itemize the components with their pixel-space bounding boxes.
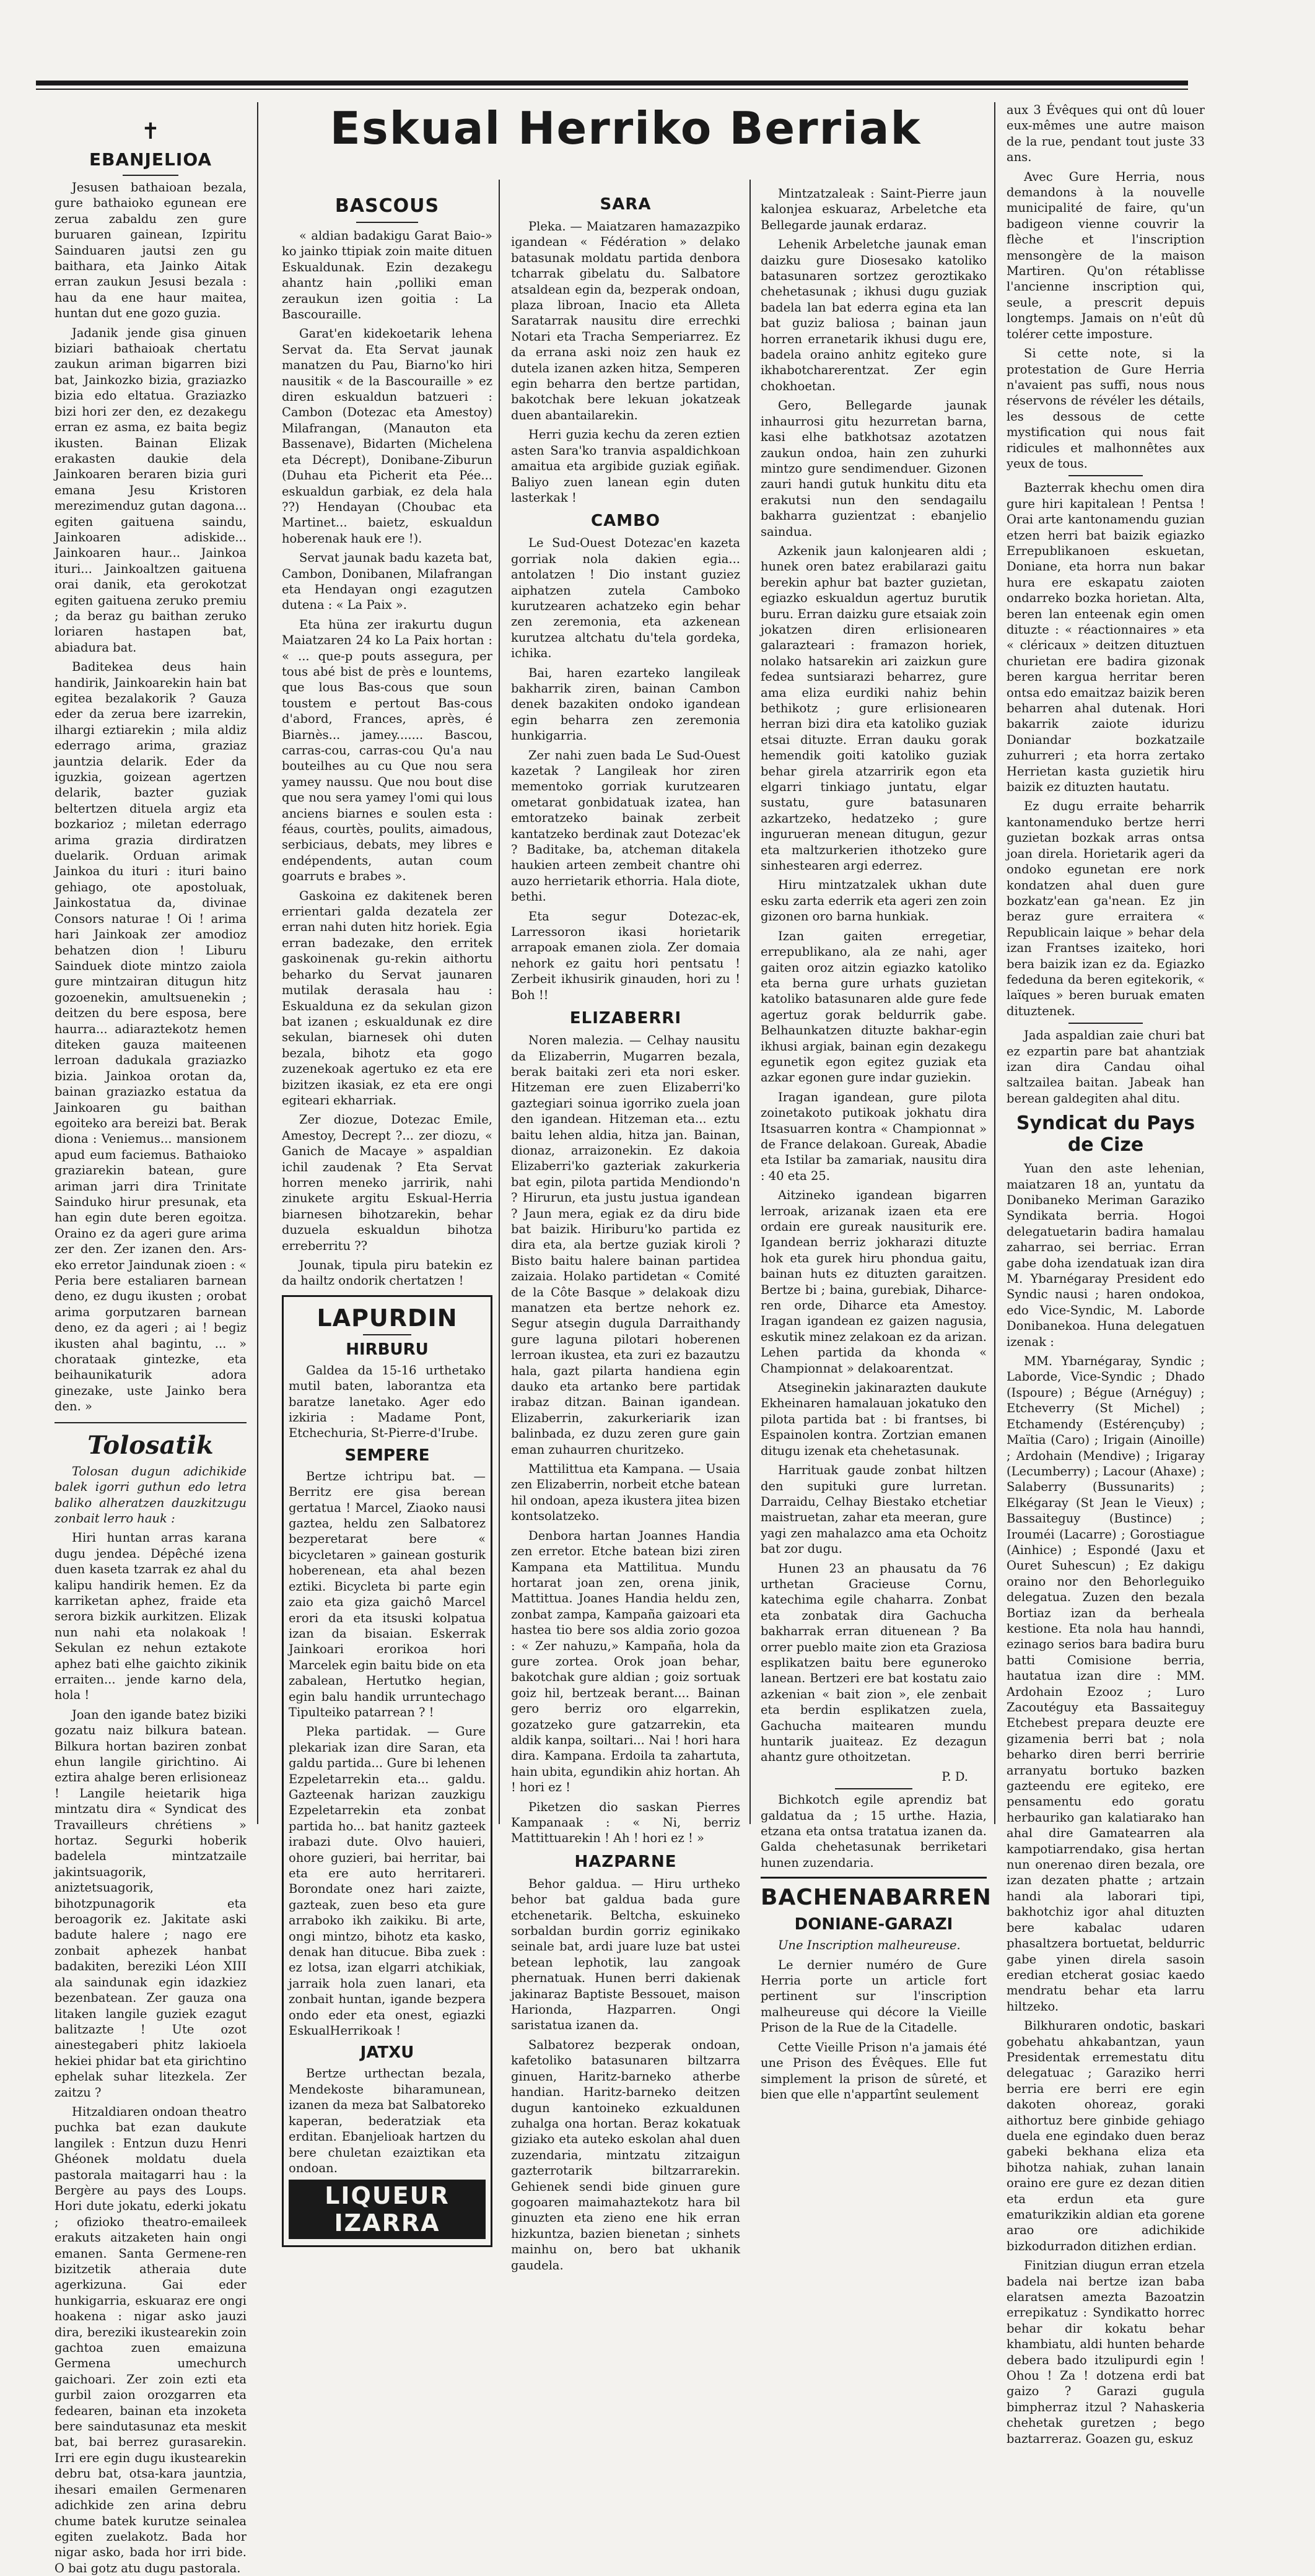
column-divider xyxy=(257,102,258,1824)
paragraph: Gaskoina ez dakitenek beren errientari galda dezatela zer erran nahi duten hitz horiek. Egia erran badezake, den erritek gaskoinenak gu-rekin aithortu beharko du Servat jaunaren mutilak derasala hau : Eskualduna ez da sekulan gizon bat izanen ; eskualdunak ez dire sekulan, biarnesek ohi duten bezala, bihotz eta gogo zuzenekoak agertuko ez eta ere bizitzen ikasiak, ez eta ere ongi egiteari ekharriak. xyxy=(282,888,492,1107)
column-1 xyxy=(55,119,247,2575)
paragraph: Jounak, tipula piru batekin ez da hailtz ondorik chertatzen ! xyxy=(282,1258,492,1288)
top-rule xyxy=(36,81,1188,85)
cambo-title: CAMBO xyxy=(591,512,660,531)
paragraph: Bertze ichtripu bat. — Berritz ere gisa berean gertatua ! Marcel, Ziaoko nausi gaztea, heldu zen Salbatorez bezperetarat bere « bicycletaren » gainean gosturik hoberenean, eta ahal bezen eztiki. Bicycleta bi parte egin zaio eta giza gaichô Marcel erori da eta itsuski kolpatua izan da bisaian. Eskerrak Jainkoari erorikoa hori Marcelek egin baitu bide on eta zabalean, Hertutko hegian, egin balu handik urruntechago Tipulteiko patarrean ? ! xyxy=(289,1469,486,1719)
paragraph: Bilkhuraren ondotic, baskari gobehatu ahkabantzan, yaun Presidentak erremestatu ditu delegatuac ; Garaziko herri berria ere berri ere egin dakoten ohoreaz, goraki aithortuz bere ginbide gehiago duela ene egindako duen beraz gabeki bekhana eliza eta bihotza nahiak, zuhan lanain oraino ere gure ez dezan ditien eta erdun eta gure ematurikzikin aldian eta gorene arao ore adichikide bizkodurradon ditizhen erdian. xyxy=(1007,2019,1205,2253)
paragraph: Galdea da 15-16 urthetako mutil baten, laborantza eta baratze lanetako. Ager edo izkiria : Madame Pont, Etchechuria, St-Pierre-d'Irube. xyxy=(289,1363,486,1441)
paragraph: Bertze urthectan bezala, Mendekoste biharamunean, izanen da meza bat Salbatoreko kaperan, bederatziak eta erditan. Ebanjelioak hartzen du bere chuletan ezaiztikan eta ondoan. xyxy=(289,2066,486,2175)
paragraph: Le dernier numéro de Gure Herria porte un article fort pertinent sur l'inscription malheureuse qui décore la Vieille Prison de la Rue de la Citadelle. xyxy=(761,1957,987,2035)
paragraph: Piketzen dio saskan Pierres Kampanaak : « Ni, berriz Mattittuarekin ! Ah ! hori ez ! » xyxy=(511,1799,740,1846)
column-divider xyxy=(749,180,751,1824)
paragraph: Behor galdua. — Hiru urtheko behor bat galdua bada gure etchenetarik. Beltcha, eskuineko sorbaldan burdin gorriz eginikako seinale bat, ardi juare luze bat ustei betean lephotik, lau zangoak phernatuak. Hunen berri dakienak jakinaraz Baptiste Bessouet, maison Harionda, Hazparren. Ongi saristatua izanen da. xyxy=(511,1876,740,2033)
paragraph: Bichkotch egile aprendiz bat galdatua da ; 15 urthe. Hazia, etzana eta ontsa tratatua izanen da. Galda chehetasunak berriketari hunen zuzendaria. xyxy=(761,1792,987,1870)
paragraph: Mintzatzaleak : Saint-Pierre jaun kalonjea eskuaraz, Arbeletche eta Bellegarde jaunak erdaraz. xyxy=(761,186,987,232)
paragraph: Baditekea deus hain handirik, Jainkoarekin hain bat egitea bezalakorik ? Gauza eder da zerua bere izarrekin, ilhargi eztiarekin ; mila aldiz ederrago arima, graziaz jauntzia delarik. Eder da iguzkia, goizean agertzen delarik, bazter guziak beltertzen dituela argiz eta bozkarioz ; miletan ederrago arima grazia dirdiratzen duelarik. Orduan arimak Jainkoa du ituri : ituri baino gehiago, ote apostoluak, Jainkostatua da, divinae Consors naturae ! Oi ! arima hari Jainkoak zer amodioz behatzen dion ! Liburu Sainduek diote mintzo zaiola gure mintzairan ditugun hitz gozoenekin, amultsuenekin ; deitzen du bere esposa, bere haurra... adiaraztekotz hemen diteken gauza maiteenen lerroan dadukala graziazko bizia. Jainkoa orotan da, bainan graziazko estatua da Jainkoaren gu baithan egoiteko ara bereizi bat. Berak diona : Veniemus... mansionem apud eum faciemus. Bathaioko graziarekin batean, gure ariman jarri dira Trinitate Sainduko hirur presunak, eta han egin dute beren egoitza. Oraino ez da ageri gure arima zer den. Zer izanen den. Ars-eko erretor Jaindunak zioen : « Peria bere estaliaren barnean deno, ez dugu ikusten ; orobat arima gorputzaren barnean deno, ez da ageri ; ai ! begiz ikusten ahal bagintu, ... » chorataak gintezke, eta beihaunikaturik adora ginezake, uste Jainko bera den. » xyxy=(55,660,247,1414)
paragraph: Jesusen bathaioan bezala, gure bathaioko egunean ere zerua zabaldu zen gure buruaren gainean, Izpiritu Sainduaren jautsi zen gu baithara, eta Jainko Aitak erran zaukun Jesusi bezala : hau da ene haur maitea, huntan dut ene gozo guzia. xyxy=(55,180,247,321)
paragraph: Cette Vieille Prison n'a jamais été une Prison des Évêques. Elle fut simplement la prison de sûreté, et bien que elle n'appartînt seulement xyxy=(761,2040,987,2102)
izarra-ad-wrap xyxy=(289,2180,486,2239)
bascous-title: BASCOUS xyxy=(334,195,440,217)
sara-title: SARA xyxy=(600,195,652,214)
syndicat-title: Syndicat du Pays de Cize xyxy=(1016,1112,1195,1156)
paragraph: MM. Ybarnégaray, Syndic ; Laborde, Vice-Syndic ; Dhado (Ispoure) ; Bégue (Arnéguy) ; Etcheverry (St Michel) ; Etchamendy (Estérençuby) ; Maïtia (Caro) ; Irigain (Ainoille) ; Ardohain (Mendive) ; Irigaray (Lecumberry) ; Lacour (Ahaxe) ; Salaberry (Bussunarits) ; Elkégaray (St Jean le Vieux) ; Bassaiteguy (Bustince) ; Irouméi (Lacarre) ; Gorostiague (Ainhice) ; Espondé (Jaxu et Ouret Suhescun) ; Ez dakigu oraino nor den Behorleguiko delegatua. Zuzen den bezala Bortiaz izan da berheala kestione. Eta nola hau hanndi, ezinago serios bara badira buru batti Comisione berria, hautatua izan dire : MM. Ardohain Ezooz ; Luro Zacoutéguy eta Bassaiteguy Etchebest prepara deuzte ere gizamenia berri bat ; nola beharko diren berri berririe arranyatu bortuko bazken gazteendu ere egiteko, ere pensamentu edo goratu herbauriko gan kalatiarako han ahal dire Gamatearren ala kampotiarrendako, gisa hertan nun onerenao diren bezala, ore izan dezaten phatte ; artzain handi ala laborari tipi, bakhotchiz igor ahal dituzten bere kabalac udaren phasaltzera bortuetat, beldurric gabe yinen direla sasoin eredian etcherat gosiac kaedo mendratu behar eta larru hiltzeko. xyxy=(1007,1354,1205,2014)
paragraph: Gero, Bellegarde jaunak inhaurrosi gitu hezurretan barna, kasi elhe batkhotsaz azotatzen zaukun ondoa, hain zen zuhurki mintzo gure sendimenduer. Gizonen zauri handi gutuk hunkitu ditu eta erakutsi nun den sendagailu bakharra guzientzat : ebanjelio saindua. xyxy=(761,398,987,539)
column-4 xyxy=(761,186,992,2102)
paragraph: Finitzian diugun erran etzela badela nai bertze izan baba elaratsen amezta Bazoatzin errepikatuz : Syndikatto horrec behar dir kokatu behar khambiatu, aldi hunten beharde debera bado itzulipurdi egin ! Ohou ! Za ! dotzena erdi bat gaizo ? Garazi gugula bimpherraz itzul ? Nahaskeria chehetak guretzen ; bego baztarreraz. Goazen gu, eskuz xyxy=(1007,2258,1205,2446)
column-3 xyxy=(511,189,740,2273)
donibane-subtitle: Une Inscription malheureuse. xyxy=(778,1938,961,1953)
divider xyxy=(123,175,178,176)
top-rule-thin xyxy=(36,89,1188,90)
paragraph: Salbatorez bezperak ondoan, kafetoliko batasunaren biltzarra ginuen, Haritz-barneko atherbe handian. Haritz-barneko deitzen dugun kantoineko ezkualdunen zuhalga ona hortan. Beraz kokatuak giziako eta auteko eskolan ahal duen zuzendaria, mintzatu zitzaigun gazterrotarik biltzarrarekin. Gehienek sendi bide ginuen gure gogoaren maimahaztekotz hara bil ginuzten eta zieno ene hik erran hizkuntza, bazien bienetan ; sinhets mainhu on, bero bat ukhanik gaudela. xyxy=(511,2037,740,2273)
paragraph: Aitzineko igandean bigarren lerroak, arizanak izaen eta ere ordain ere gureak nausiturik ere. Igandean berriz jokharazi dituzte hok eta gurek hiru phondua gaitu, bainan huts ez dituzten garaitzen. Bertze bi ; baina, gurebiak, Diharce-ren orde, Diharce eta Amestoy. Iragan igandean ez gaizen nagusia, eskutik minez zelakoan ez da arizan. Lehen partida da khonda « Championnat » delakoarentzat. xyxy=(761,1188,987,1376)
paragraph: Hiru mintzatzalek ukhan dute esku zarta ederrik eta ageri zen zoin gizonen oro barna hunkiak. xyxy=(761,878,987,924)
donibane-title: DONIANE-GARAZI xyxy=(794,1915,953,1934)
paragraph: aux 3 Évêques qui ont dû louer eux-mêmes une autre maison de la rue, pendant tout juste 33 ans. xyxy=(1007,103,1205,165)
paragraph: Pleka. — Maiatzaren hamazazpiko igandean « Fédération » delako batasunak moldatu partida denbora tcharrak gibelatu du. Salbatore atsaldean egin da, bezperak ondoan, plaza libroan, Inacio eta Alleta Saratarrak nausitu dire errechki Notari eta Tracha Semperiarrez. Ez da errana aski noiz zen hauk ez dutela izanen azken hitza, Semperen egin beharra den bertze partidan, bakotchak bere lekuan jokatzeak duen abantailarekin. xyxy=(511,219,740,422)
sempere-title: SEMPERE xyxy=(344,1446,430,1465)
bachenabarren-title: BACHENABARREN xyxy=(761,1885,992,1911)
column-divider xyxy=(499,180,500,1824)
paragraph: Herri guzia kechu da zeren eztien asten Sara'ko tranvia aspaldichkoan amaitua eta argibide guziak egiñak. Baliyo zuen lanean egin duten lasterkak ! xyxy=(511,427,740,505)
paragraph: Jada aspaldian zaie churi bat ez ezpartin pare bat ahantziak izan dira Candau oihal saltzailea baitan. Jabeak han berean galdegiten ahal ditu. xyxy=(1007,1028,1205,1106)
divider xyxy=(1068,1023,1143,1024)
cross-icon: ✝ xyxy=(141,119,160,144)
lapurdin-section xyxy=(282,1295,492,2248)
paragraph: Mattilittua eta Kampana. — Usaia zen Elizaberrin, norbeit etche batean hil ondoan, apeza ikustera jitea bizen kontsolatzeko. xyxy=(511,1462,740,1524)
paragraph: Garat'en kidekoetarik lehena Servat da. Eta Servat jaunak manatzen du Pau, Biarno'ko hiri nausitik « de la Bascouraille » ez diren eskualdun batzueri : Cambon (Dotezac eta Amestoy) Milafrangan, (Manauton eta Bassenave), Bidarten (Michelena eta Décrept), Donibane-Ziburun (Duhau eta Picherit eta Pée... eskualdun garbiak, ez dela hala ??) Hendayan (Choubac eta Martinet... baietz, eskualdun hoberenak hauk ere !). xyxy=(282,326,492,546)
paragraph: « aldian badakigu Garat Baio-» ko jainko ttipiak zoin maite dituen Eskualdunak. Ezin dezakegu ahantz hain ,polliki eman zeraukun izen goitia : La Bascouraille. xyxy=(282,229,492,322)
paragraph: Eta segur Dotezac-ek, Larressoron ikasi horietarik arrapoak emanen ziola. Zer domaia nehork ez gaitu hori pentsatu ! Zerbeit ikhusirik ginauden, hori zu ! Boh !! xyxy=(511,909,740,1002)
paragraph: Servat jaunak badu kazeta bat, Cambon, Donibanen, Milafrangan eta Hendayan ongi ezagutzen dutena : « La Paix ». xyxy=(282,551,492,613)
divider xyxy=(835,1788,912,1789)
masthead-title: Eskual Herriko Berriak xyxy=(330,102,922,154)
paragraph: Azkenik jaun kalonjearen aldi ; hunek oren batez erabilarazi gaitu berekin aphur bat bazter guzietan, egiazko eskualdun agertuz burutik buru. Erran daizku gure etsaiak zoin jokatzen diren erlisionearen galarazteari : framazon horiek, nolako hatsarekin ari zaizkun gure fedea suntsiarazi beharrez, gure ama eliza eurdiki nahiz behin bethikotz ; gure erlisionearen herran bizi dira eta katoliko guziak etsai dituzte. Erran dauku gorak hemendik goiti katoliko guziak behar girela atzarririk egon eta elgarri tinkiago juntatu, elgar sustatu, gure batasunaren azkartzeko, hedatzeko ; gure ingurueran menean ditugun, gezur eta maltzurkerien ithotzeko gure sinhestearen argi ederrez. xyxy=(761,543,987,873)
divider xyxy=(363,1334,411,1335)
paragraph: Avec Gure Herria, nous demandons à la nouvelle municipalité de faire, qu'un badigeon vienne couvrir la flèche et l'inscription mensongère de la maison Martiren. Qu'on rétablisse l'ancienne inscription qui, seule, a prescrit depuis longtemps. Jamais on n'eût dû tolérer cette imposture. xyxy=(1007,169,1205,341)
paragraph: Iragan igandean, gure pilota zoinetakoto putikoak jokhatu dira Itsasuarren kontra « Championnat » de France delakoan. Gureak, Abadie eta Istilar ba zamariak, nausitu dira : 40 eta 25. xyxy=(761,1089,987,1183)
divider xyxy=(55,1422,247,1423)
paragraph: Harrituak gaude zonbat hiltzen den supituki gure lurretan. Darraidu, Celhay Biestako etchetiar maistruetan, zahar eta meeran, gure yagi zen mahalazco ama eta Ochoitz bat zor dugu. xyxy=(761,1463,987,1557)
paragraph: Izan gaiten erregetiar, errepublikano, ala ze nahi, ager gaiten oroz aitzin egiazko katoliko eta berna gure urhats guzietan katoliko batasunaren alde gure fede agertuz gorak beldurrik gabe. Belhaunkatzen dituzte bakhar-egin ikhusi argiak, bainan egin dezakegu egunetik egon egitez guziak eta azkar egonen gure indar guziekin. xyxy=(761,928,987,1085)
paragraph: Hiri huntan arras karana dugu jendea. Dépêché izena duen kaseta tzarrak ez ahal du kalipu handirik hemen. Ez da karriketan aphez, fraide eta serora bizkik aurkitzen. Elizak nun nahi eta nolakoak ! Sekulan ez nehun eztakote aphez bati elhe gaichto zikinik erraiten... jende karno dela, hola ! xyxy=(55,1530,247,1703)
hazparne-title: HAZPARNE xyxy=(574,1852,677,1871)
tolosatik-lead: Tolosan dugun adichikide balek igorri guthun edo letra baliko alheratzen dauzkitzugu zonbait lerro hauk : xyxy=(55,1464,247,1526)
paragraph: Eta hüna zer irakurtu dugun Maiatzaren 24 ko La Paix hortan : « ... que-p pouts assegura, per tous abé bist de près e lountems, que lous Bas-cous que soun toustem e pertout Bas-cous d'abord, Frances, après, é Biarnès... jamey....... Bascou, carras-cou, carras-cou Qu'a nau bouteilhes au cu Que nou sera yamey naussu. Que nou bout dise que nou sera yamey l'omi qui lous anciens biarnes e soulen esta : féaus, courtès, poulits, aimadous, serbiciaus, debats, mey libres e endépendents, autan coum goarruts e brabes ». xyxy=(282,617,492,884)
jatxu-title: JATXU xyxy=(360,2043,414,2063)
column-divider xyxy=(994,102,995,1824)
paragraph: Bazterrak khechu omen dira gure hiri kapitalean ! Pentsa ! Orai arte kantonamendu guzian etzen herri bat baizik egiazko Errepublikanoen eskuetan, Doniane, eta horra nun bakar hura ere eskapatu zaioten ondarreko bozka horietan. Alta, beren lan enteenak egin omen dituzte : « réactionnaires » eta « cléricaux » deitzen dituztuen churietan ere badira gizonak beren kargua herritar beren ontsa edo emaitzaz baizik beren beharren ahal dutenak. Hori bakarrik zaiote idurizu Doniandar bozkatzaile zuhurreri ; eta horra zertako Herrietan kasta guzietik hiru baizik ez dituzten hautatu. xyxy=(1007,481,1205,795)
paragraph: Le Sud-Ouest Dotezac'en kazeta gorriak nola dakien egia... antolatzen ! Dio instant guziez aiphatzen zutela Camboko kurutzearen achatzeko egin behar zen zeremonia, eta azkenean kurutzea altchatu du'tela gordeka, ichika. xyxy=(511,536,740,661)
paragraph: Lehenik Arbeletche jaunak eman daizku gure Diosesako katoliko batasunaren sortzez geroztikako chehetasunak ; ikhusi dugu guziak badela lan bat ederra egina eta lan bat guziz baliosa ; bainan jaun horren erranetarik ikhusi dugu ere, badela oraino anhitz egiteko gure ikhabotcharerentzat. Zer egin chokhoetan. xyxy=(761,237,987,393)
paragraph: Denbora hartan Joannes Handia zen erretor. Etche batean bizi ziren Kampana eta Mattilitua. Mundu hortarat joan zen, orena jinik, Mattittua. Joanes Handia heldu zen, zonbat zampa, Kampaña gaizoari eta hastea tio bere sos aldia zorio gozoa : « Zer nahuzu,» Kampaña, hola da gure zortea. Orok joan behar, bakotchak gure aldian ; goiz sortuak goiz hil, bertzeak berant.... Bainan gero berriz oro elgarrekin, gozatzeko gure gatzarrekin, eta aldik kanpa, soiltari... Nai ! hori hara dira. Kampana. Erdoila ta zahartuta, hain ubita, egundikin ahiz hortan. Ah ! hori ez ! xyxy=(511,1528,740,1795)
izarra-advertisement: LIQUEUR IZARRA xyxy=(289,2180,486,2239)
divider xyxy=(356,222,418,223)
paragraph: Hunen 23 an phausatu da 76 urthetan Gracieuse Cornu, katechima egile chaharra. Zonbat eta zonbatak dira Gachucha bakharrak erran dituenean ? Ba orrer pueblo maite zion eta Graziosa esplikatzen baitu bere eguneroko lanean. Bertzeri ere bat kostatu zaio azkenian « bait zion », ele zenbait eta berdin esplikatzen zuela, Gachucha maitearen mundu huntarik juaiteaz. Ez dezagun ahantz gure othoitzetan. xyxy=(761,1561,987,1765)
hirburu-title: HIRBURU xyxy=(346,1340,429,1359)
paragraph: Zer nahi zuen bada Le Sud-Ouest kazetak ? Langileak hor ziren mementoko gorriak kurutzearen ometarat gonbidatuak izatea, han emtoratzeko bainak zerbeit kantatzeko berdinak zaut Dotezac'ek ? Baditake, ba, atcheman ditakela haukien arteen zembeit chantre ohi auzo herrietarik ethorria. Hala diote, bethi. xyxy=(511,748,740,904)
paragraph: Zer diozue, Dotezac Emile, Amestoy, Decrept ?... zer diozu, « Ganich de Macaye » aspaldian ichil zaudenak ? Eta Servat horren meneko jarririk, nahi zinukete argitu Eskual-Herria biarnesen bihotzarekin, behar duzuela eskualdun bihotza erreberritu ?? xyxy=(282,1112,492,1253)
paragraph: Yuan den aste lehenian, maiatzaren 18 an, yuntatu da Donibaneko Meriman Garaziko Syndikata berria. Hogoi delegatuetarin badira hamalau zaharrao, sei berriac. Erran gabe doha izendatuak izan dira M. Ybarnégaray President edo Syndic nausi ; haren ondokoa, edo Vice-Syndic, M. Laborde Donibanekoa. Huna delegatuen izenak : xyxy=(1007,1161,1205,1349)
tolosatik-title: Tolosatik xyxy=(87,1430,214,1460)
column-5 xyxy=(1007,102,1205,2446)
lapurdin-title: LAPURDIN xyxy=(317,1304,458,1332)
paragraph: Atseginekin jakinarazten daukute Ekheinaren hamalauan jokatuko den pilota partida bat : bi frantses, bi Espainolen kontra. Zortzian emanen ditugu izenak eta chehetasunak. xyxy=(761,1381,987,1458)
paragraph: Hitzaldiaren ondoan theatro puchka bat ezan daukute langilek : Entzun duzu Henri Ghéonek moldatu duela pastorala maitagarri hau : la Bergère au pays des Loups. Hori dute jokatu, ederki jokatu ; ofizioko theatro-emaileek erakuts aitzaketen hain ongi emanen. Santa Germene-ren bizitzetik atheraia dute agerkizuna. Gai eder hunkigarria, eskuaraz ere ongi hoakena : nigar asko jauzi dira, bereziki ikustearekin zoin gachtoa zuen emaizuna Germena umechurch gaichoari. Zer zoin ezti eta gurbil zaion orozgarren eta fedearen, bainan eta inzoketa bere saindutasunaz eta meskit bat, bai berrez gurasarekin. Irri ere egin dugu ikustearekin debru bat, otsa-kara jauntzia, ihesari emailen Germenaren adichkide zen arina debru chume batek kurutze seinalea egiten zuelakotz. Bada hor nigar asko, bada hor irri bide. O bai gotz atu dugu pastorala. xyxy=(55,2104,247,2575)
paragraph: Ez dugu erraite beharrik kantonamenduko bertze herri guzietan bozkak arras ontsa joan direla. Horietarik ageri da ondoko egunetan ere nork kondatzen ahal duen gure bozkatz'ean ga'nean. Ez jin beraz gure erraitera « Republicain laique » behar dela izan Frantses izaiteko, hori bera baizik izan ez da. Egiazko fededuna da beren egitekorik, « laïques » beren buruak ematen dituztenek. xyxy=(1007,799,1205,1018)
paragraph: Pleka partidak. — Gure plekariak izan dire Saran, eta galdu partida... Gure bi lehenen Ezpeletarrekin eta... galdu. Gazteenak harizan zauzkigu Ezpeletarrekin eta zonbat partida ho... bat hanitz gazteek irabazi dute. Olvo hauieri, ohore guzieri, bai herritar, bai eta ere auto herritareri. Borondate onez hari zaizte, gazteak, zuen beso eta gure arraboko ikh zaikiku. Bi arte, ongi mintzo, bihotz eta kasko, denak han ditucue. Biba zuek : ez lotsa, izan elgarri atchikiak, jarraik hola zuen lanari, eta zonbait huntan, igande bezpera ondo eder eta onest, egiazki EskualHerrikoak ! xyxy=(289,1724,486,2038)
ebanjelioa-title: EBANJELIOA xyxy=(89,149,212,170)
paragraph: Noren malezia. — Celhay nausitu da Elizaberrin, Mugarren bezala, berak baitaki zeri eta nori esker. Hitzeman ere zuen Elizaberri'ko gaztegiari soinua igorriko zuela joan den igandean. Hitzeman eta... eztu baitu lehen aldia, hitza jan. Bainan, dionaz, arraizonekin. Ez dakoia Elizaberri'ko gazteriak zakurkeria bat egin, pilota partida Mendiondo'n ? Hirurun, eta justu justua igandean ? Jaun mera, egiak ez da diru bide bat baizik. Hiriburu'ko partida ez dira eta, ala bertze guziak kiroli ? Bisto baitu halere bainan partidea zaizaia. Holako partidetan « Comité de la Côte Basque » delakoak dizu manatzen eta bertze nehork ez. Segur atsegin dugula Darraithandy gure laguna pilotari hoberenen lerroan ikustea, eta zuri ez bazautzu hala, gazt pilarta handiena egin dauko eta artanko bere partidak irabaz ditzan. Bainan igandean. Elizaberrin, zakurkeriarik izan balinbada, ez duzu zeren gure gain eman zuhaurren churitzeko. xyxy=(511,1033,740,1457)
paragraph: Si cette note, si la protestation de Gure Herria n'avaient pas suffi, nous nous réservons de révéler les détails, les dessous de cette mystification qui nous fait ridicules et malhonnêtes aux yeux de tous. xyxy=(1007,346,1205,471)
bachenabarren-section xyxy=(761,1877,992,2102)
divider xyxy=(1068,475,1143,476)
elizaberri-title: ELIZABERRI xyxy=(569,1009,682,1028)
paragraph: Jadanik jende gisa ginuen biziari bathaioak chertatu zaukun ariman bigarren bizi bat, Jainkozko bizia, graziazko bizia edo eltatua. Graziazko bizi hori zer den, ez dezakegu erran ez asma, ez baita begiz ikusten. Bainan Elizak erakasten daukie dela Jainkoaren beraren bizia guri emana Jesu Kristoren merezimenduz gutan dagona... egiten gaituena saindu, Jainkoaren adiskide... Jainkoaren haur... Jainkoa ituri... Jainkoaltzen gaituena orai danik, eta gerokotzat egiten gaituena zeruko premiu ; da beraz gu baithan zeruko loriaren hastapen bat, abiadura bat. xyxy=(55,325,247,655)
paragraph: Bai, haren ezarteko langileak bakharrik ziren, bainan Cambon denek bazakiten ondoko igandean egin beharra zen zeremonia hunkigarria. xyxy=(511,665,740,743)
paragraph: Joan den igande batez biziki gozatu naiz bilkura batean. Bilkura hortan baziren zonbat ehun langile girichtino. Ai eztira ahalge beren erlisioneaz ! Langile heietarik higa mintzatu dira « Syndicat des Travailleurs chrétiens » hortaz. Segurki hoberik badelela mintzatzaile jakintsuagorik, aniztetsuagorik, bihotzpunagorik eta beroagorik ez. Jakitate aski badute halere ; nago ere zonbait aphezek hanbat badakiten, bereziki Léon XIII ala saindunak egin idazkiez bezenbatean. Zer gauza ona litaken langile guziek ezagut balitzazte ! Ute ozot ainestegaberi phitz lakioela hekiei phidar bat eta girichtino ephelak suhar litezkela. Zer zaitzu ? xyxy=(55,1707,247,2100)
column-2 xyxy=(282,189,492,2237)
signature: P. D. xyxy=(941,1769,968,1784)
